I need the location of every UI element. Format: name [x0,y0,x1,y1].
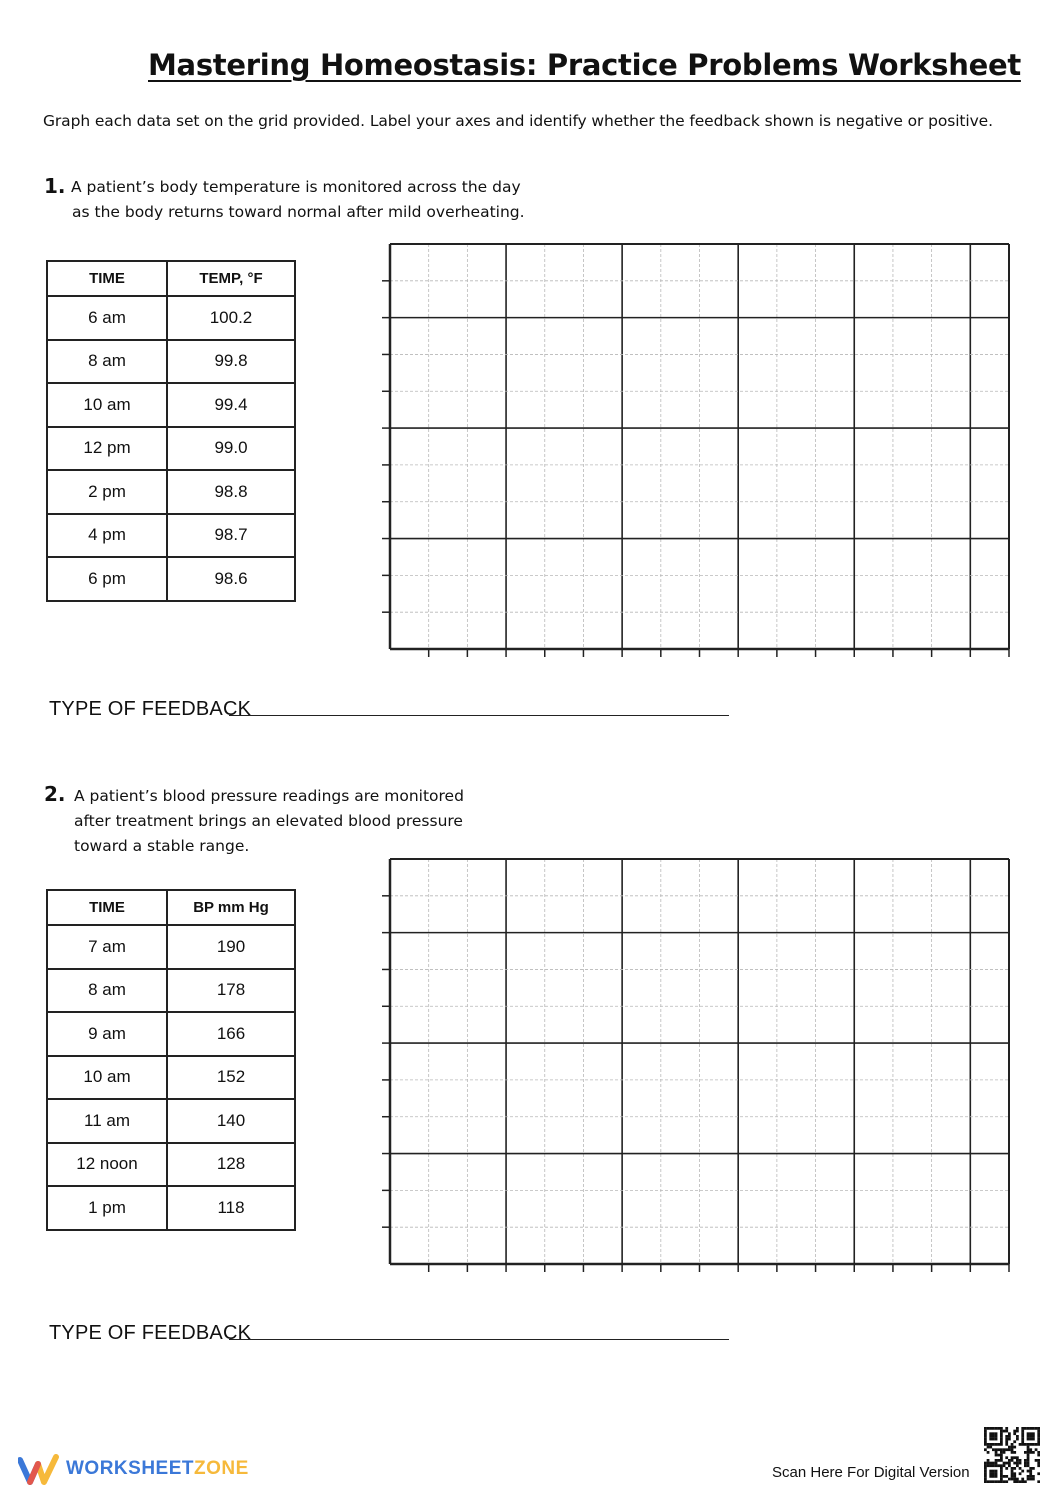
problem-1-number: 1. [44,174,66,198]
brand-wordmark [66,1458,249,1480]
table-header-cell: TIME [47,261,167,296]
table-cell: 166 [167,1012,295,1056]
table-row [47,470,295,514]
problem-2-feedback-label: TYPE OF FEEDBACK [49,1322,252,1344]
problem-2-text-line: toward a stable range. [74,837,250,855]
table-cell: 99.4 [167,383,295,427]
table-cell: 8 am [47,340,167,384]
table-cell: 98.6 [167,557,295,601]
table-cell: 9 am [47,1012,167,1056]
worksheetzone-logo-icon [18,1454,62,1486]
table-header-cell: BP mm Hg [167,890,295,925]
table-cell: 118 [167,1186,295,1230]
table-cell: 11 am [47,1099,167,1143]
problem-2-feedback-answer-line[interactable] [229,1339,729,1340]
table-row [47,383,295,427]
table-cell: 190 [167,925,295,969]
table-row [47,1099,295,1143]
instructions: Graph each data set on the grid provided. Label your axes and identify whether the feedback shown is negative or positive. [43,112,993,130]
table-cell: 99.8 [167,340,295,384]
table-cell: 99.0 [167,427,295,471]
table-cell: 6 pm [47,557,167,601]
table-cell: 6 am [47,296,167,340]
table-cell: 1 pm [47,1186,167,1230]
table-row [47,296,295,340]
table-cell: 7 am [47,925,167,969]
table-row [47,1012,295,1056]
table-row [47,340,295,384]
scan-qr-caption: Scan Here For Digital Version [772,1464,970,1481]
table-header-cell: TEMP, °F [167,261,295,296]
qr-code-icon[interactable] [984,1427,1040,1483]
problem-2-text [74,784,464,859]
table-row [47,427,295,471]
table-cell: 8 am [47,969,167,1013]
table-cell: 100.2 [167,296,295,340]
table-cell: 10 am [47,383,167,427]
table-cell: 10 am [47,1056,167,1100]
problem-1-text [71,175,525,225]
table-cell: 98.7 [167,514,295,558]
table-cell: 12 pm [47,427,167,471]
problem-2-number: 2. [44,782,66,806]
table-header-cell: TIME [47,890,167,925]
table-row [47,1186,295,1230]
table-cell: 12 noon [47,1143,167,1187]
brand-wordmark-part: WORKSHEET [66,1458,194,1479]
page-title: Mastering Homeostasis: Practice Problems Worksheet [148,48,1021,82]
problem-1-text-line: as the body returns toward normal after mild overheating. [72,203,525,221]
table-row [47,557,295,601]
table-row [47,969,295,1013]
table-row [47,514,295,558]
table-header-row [47,890,295,925]
problem-2-text-line: after treatment brings an elevated blood pressure [74,812,463,830]
problem-1-feedback-answer-line[interactable] [229,715,729,716]
problem-2-data-table [46,889,296,1231]
table-cell: 178 [167,969,295,1013]
problem-2-graph-grid[interactable] [378,855,1018,1275]
problem-2-text-line: A patient’s blood pressure readings are monitored [74,787,464,805]
table-cell: 98.8 [167,470,295,514]
table-row [47,1143,295,1187]
table-cell: 128 [167,1143,295,1187]
table-cell: 140 [167,1099,295,1143]
problem-1-data-table [46,260,296,602]
brand-wordmark-part: ZONE [194,1458,249,1479]
table-row [47,925,295,969]
table-cell: 2 pm [47,470,167,514]
table-cell: 4 pm [47,514,167,558]
table-cell: 152 [167,1056,295,1100]
problem-1-feedback-label: TYPE OF FEEDBACK [49,698,252,720]
problem-1-graph-grid[interactable] [378,240,1018,660]
problem-1-text-line: A patient’s body temperature is monitored across the day [71,178,521,196]
table-row [47,1056,295,1100]
table-header-row [47,261,295,296]
